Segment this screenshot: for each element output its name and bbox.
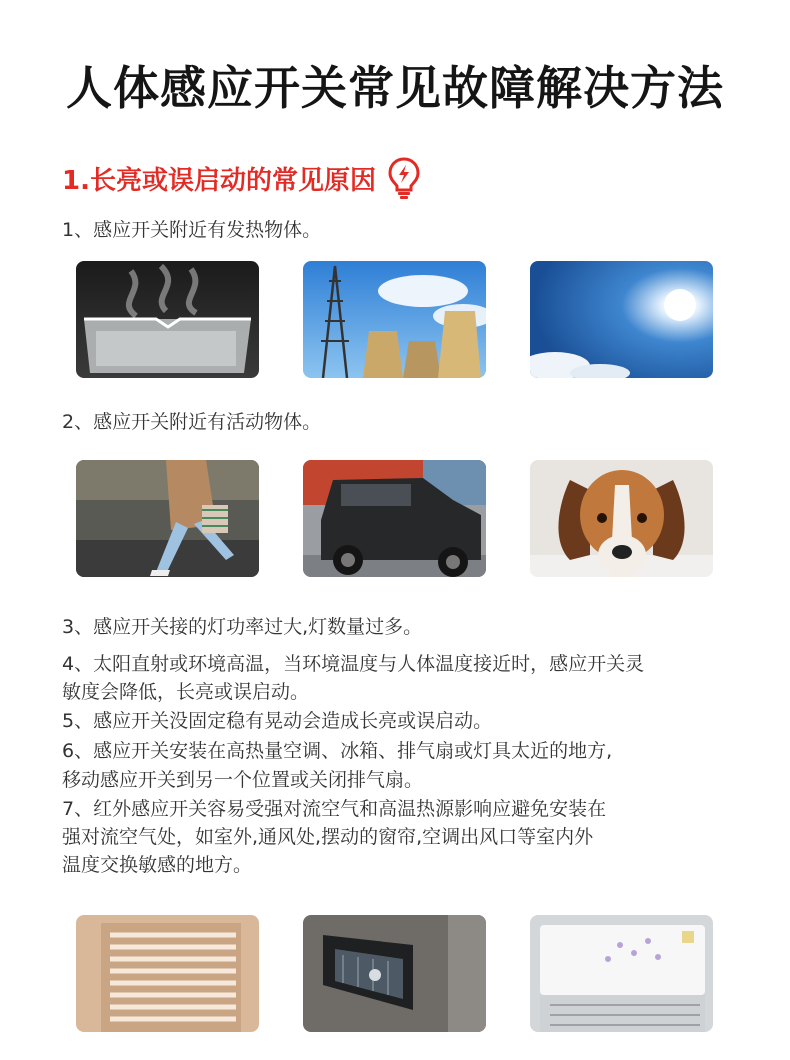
steaming-beaker-image [76, 261, 259, 378]
wall-sensor-light-image [303, 915, 486, 1032]
image-row-heat [76, 261, 713, 378]
power-plant-image [303, 261, 486, 378]
cause-6-line-1: 6、感应开关安装在高热量空调、冰箱、排气扇或灯具太近的地方, [62, 740, 613, 762]
cause-7-line-3: 温度交换敏感的地方。 [62, 854, 253, 876]
beagle-dog-image [530, 460, 713, 577]
section-header [62, 156, 422, 200]
cause-7-line-1: 7、红外感应开关容易受强对流空气和高温热源影响应避免安装在 [62, 798, 607, 820]
cause-4-line-2: 敏度会降低，长亮或误启动。 [62, 681, 310, 703]
cause-1: 1、感应开关附近有发热物体。 [62, 219, 322, 241]
ceiling-vent-image [76, 915, 259, 1032]
cause-4-line-1: 4、太阳直射或环境高温，当环境温度与人体温度接近时，感应开关灵 [62, 653, 645, 675]
cause-5: 5、感应开关没固定稳有晃动会造成长亮或误启动。 [62, 710, 493, 732]
cause-2: 2、感应开关附近有活动物体。 [62, 411, 322, 433]
cause-7-line-2: 强对流空气处，如室外,通风处,摆动的窗帘,空调出风口等室内外 [62, 826, 594, 848]
walking-person-image [76, 460, 259, 577]
image-row-motion [76, 460, 713, 577]
sun-sky-image [530, 261, 713, 378]
black-suv-image [303, 460, 486, 577]
air-conditioner-image [530, 915, 713, 1032]
cause-6-line-2: 移动感应开关到另一个位置或关闭排气扇。 [62, 769, 424, 791]
cause-3: 3、感应开关接的灯功率过大,灯数量过多。 [62, 616, 423, 638]
lightbulb-icon [386, 156, 422, 200]
image-row-install [76, 915, 713, 1032]
page-title: 人体感应开关常见故障解决方法 [66, 61, 724, 115]
section-title: 1.长亮或误启动的常见原因 [62, 165, 376, 196]
